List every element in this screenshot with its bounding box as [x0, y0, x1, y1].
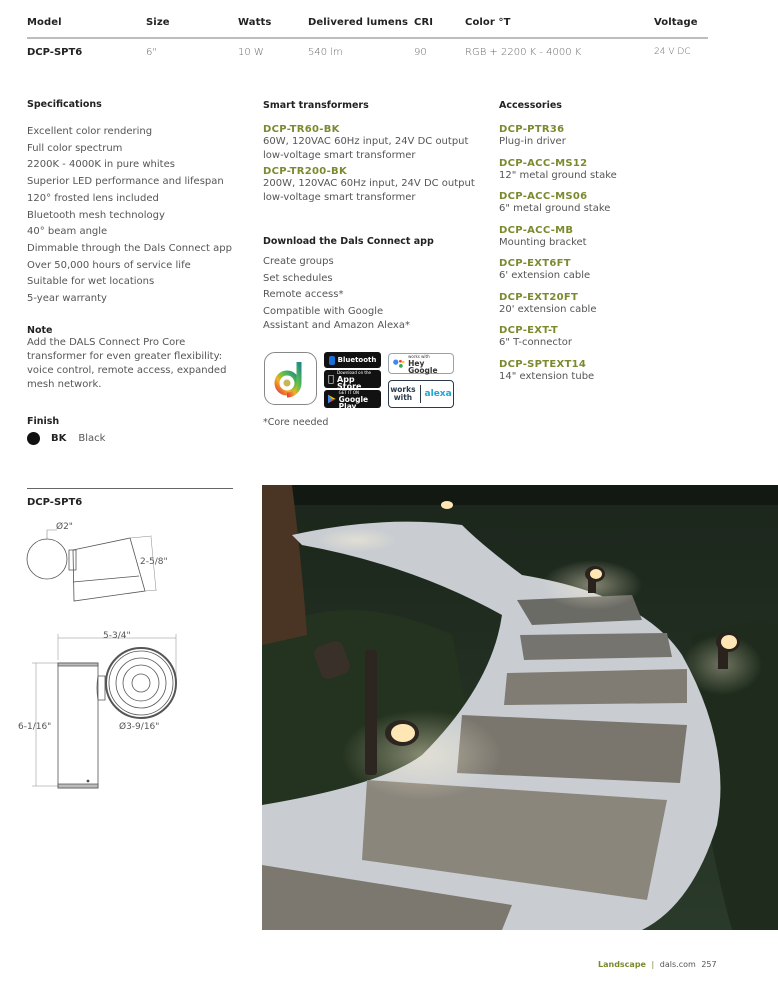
ball-joint-outline	[27, 539, 67, 579]
google-assistant-icon	[393, 358, 405, 370]
cell-model: DCP-SPT6	[27, 47, 83, 58]
accessory-item	[499, 225, 719, 259]
accessory-item	[499, 124, 719, 158]
accessory-code: DCP-ACC-MB	[499, 224, 574, 236]
footer-section: Landscape	[598, 960, 646, 969]
finish-title: Finish	[27, 416, 60, 427]
spec-item: Full color spectrum	[27, 142, 123, 154]
cell-cri: 90	[414, 47, 427, 58]
spec-item: 2200K - 4000K in pure whites	[27, 159, 175, 171]
col-header-size: Size	[146, 17, 170, 28]
col-header-color-temp: Color °T	[465, 17, 511, 28]
finish-name: Black	[78, 433, 106, 444]
google-play-small-label: GET IT ON	[338, 389, 360, 395]
note-line: voice control, remote access, expanded	[27, 365, 227, 376]
dim-overall-width: 5-3/4"	[103, 631, 131, 641]
google-play-icon	[328, 394, 336, 404]
accessories-title: Accessories	[499, 100, 562, 111]
badge-divider	[420, 385, 421, 403]
cell-color-temp: RGB + 2200 K - 4000 K	[465, 47, 582, 58]
cell-watts: 10 W	[238, 47, 264, 58]
works-with-alexa-badge	[388, 380, 454, 408]
app-feature: Set schedules	[263, 272, 333, 284]
col-header-watts: Watts	[238, 17, 272, 28]
spec-item: Suitable for wet locations	[27, 276, 155, 288]
dals-connect-app-icon[interactable]	[264, 352, 317, 405]
transformer-desc: low-voltage smart transformer	[263, 149, 416, 161]
footer-site: dals.com	[659, 960, 696, 969]
accessories-list	[499, 124, 719, 392]
app-feature: Compatible with Google	[263, 305, 384, 317]
google-play-label: Google Play	[338, 394, 369, 411]
note-line: mesh network.	[27, 379, 102, 390]
transformer-desc: 60W, 120VAC 60Hz input, 24V DC output	[263, 136, 469, 147]
spec-item: 120° frosted lens included	[27, 192, 159, 204]
body-outline	[58, 663, 98, 788]
note-line: transformer for even greater flexibility:	[27, 351, 223, 362]
accessory-item	[499, 359, 719, 393]
specifications-section	[27, 99, 252, 308]
accessory-desc: Mounting bracket	[499, 236, 587, 248]
accessory-desc: 6" T-connector	[499, 337, 573, 348]
note-line: Add the DALS Connect Pro Core	[27, 337, 186, 348]
dim-overall-height: 6-1/16"	[18, 722, 52, 732]
accessories-section	[499, 100, 719, 392]
smart-transformers-title: Smart transformers	[263, 100, 369, 111]
accessory-desc: 6' extension cable	[499, 270, 591, 281]
page-footer	[598, 960, 717, 969]
specifications-list	[27, 124, 252, 308]
head-outline	[73, 538, 145, 601]
neck-outline	[69, 550, 76, 570]
transformer-item	[263, 124, 488, 162]
spec-item: 40° beam angle	[27, 226, 108, 238]
spec-item: Dimmable through the Dals Connect app	[27, 242, 232, 254]
footer-separator: |	[651, 960, 655, 969]
spec-item: Excellent color rendering	[27, 126, 153, 137]
app-title: Download the Dals Connect app	[263, 236, 434, 247]
head-face-outline	[106, 648, 176, 718]
spec-item: Over 50,000 hours of service life	[27, 259, 191, 271]
table-header-divider	[27, 37, 708, 39]
dim-head-diameter: Ø3-9/16"	[119, 722, 160, 732]
app-store-small-label: Download on the	[331, 373, 365, 378]
spotlight-fixture	[441, 501, 453, 509]
dim-head-height: 2-5/8"	[140, 557, 168, 567]
footer-page-number: 257	[701, 960, 717, 969]
works-with-label	[390, 386, 415, 402]
finish-option	[27, 432, 252, 445]
smart-transformers-section	[263, 100, 488, 208]
accessory-code: DCP-EXT-T	[499, 325, 559, 336]
transformer-desc: 200W, 120VAC 60Hz input, 24V DC output	[263, 178, 475, 189]
note-text	[27, 336, 252, 392]
accessory-code: DCP-ACC-MS12	[499, 157, 588, 169]
app-feature: Assistant and Amazon Alexa*	[263, 320, 410, 331]
finish-swatch	[27, 432, 40, 445]
accessory-item	[499, 158, 719, 192]
transformer-code: DCP-TR200-BK	[263, 166, 347, 177]
note-section	[27, 325, 252, 392]
accessory-item	[499, 258, 719, 292]
note-title: Note	[27, 325, 53, 336]
garden-path-image	[262, 485, 778, 930]
transformer-code: DCP-TR60-BK	[263, 124, 340, 135]
col-header-model: Model	[27, 17, 62, 28]
app-store-label: App Store	[331, 378, 376, 387]
app-feature: Create groups	[263, 256, 334, 267]
finish-code: BK	[51, 433, 67, 444]
cell-size: 6"	[146, 47, 157, 58]
finish-section	[27, 416, 252, 445]
col-header-cri: CRI	[414, 17, 434, 28]
technical-drawing	[0, 480, 250, 820]
specifications-title: Specifications	[27, 99, 102, 110]
hey-google-label: Hey Google	[408, 359, 438, 375]
accessory-code: DCP-ACC-MS06	[499, 191, 588, 202]
accessory-desc: 14" extension tube	[499, 370, 595, 382]
accessory-desc: 20' extension cable	[499, 303, 597, 315]
accessory-item	[499, 292, 719, 326]
product-lifestyle-photo	[262, 485, 778, 930]
bluetooth-badge	[324, 352, 381, 368]
bluetooth-icon	[329, 356, 335, 365]
works-text: works	[390, 385, 416, 394]
with-text: with	[393, 393, 413, 402]
cell-voltage: 24 V DC	[654, 47, 691, 57]
core-needed-footnote: *Core needed	[263, 417, 329, 428]
accessory-code: DCP-PTR36	[499, 124, 565, 135]
bluetooth-label: Bluetooth	[337, 356, 377, 364]
google-play-badge[interactable]	[324, 389, 381, 411]
accessory-desc: 6" metal ground stake	[499, 203, 611, 214]
dim-ball-diameter: Ø2"	[56, 522, 73, 532]
spec-item: 5-year warranty	[27, 293, 107, 305]
dals-logo-icon	[265, 353, 315, 403]
app-feature: Remote access*	[263, 289, 344, 300]
accessory-code: DCP-EXT20FT	[499, 291, 579, 303]
cell-lumens: 540 lm	[308, 47, 343, 58]
spec-item: Superior LED performance and lifespan	[27, 176, 224, 188]
accessory-desc: Plug-in driver	[499, 136, 566, 147]
hey-google-badge	[388, 353, 454, 374]
hey-google-small-label: works with	[408, 354, 430, 359]
alexa-label: alexa	[424, 389, 452, 399]
drawing-title: DCP-SPT6	[27, 497, 83, 508]
accessory-item	[499, 325, 719, 359]
accessory-code: DCP-SPTEXT14	[499, 358, 587, 370]
col-header-voltage: Voltage	[654, 17, 698, 28]
accessory-code: DCP-EXT6FT	[499, 258, 571, 269]
col-header-lumens: Delivered lumens	[308, 17, 409, 28]
transformer-item	[263, 166, 488, 204]
apple-icon	[328, 374, 334, 385]
transformer-desc: low-voltage smart transformer	[263, 191, 416, 203]
accessory-desc: 12" metal ground stake	[499, 169, 617, 181]
spec-item: Bluetooth mesh technology	[27, 209, 165, 221]
app-section	[263, 236, 488, 332]
accessory-item	[499, 191, 719, 225]
app-store-badge[interactable]	[324, 370, 381, 388]
